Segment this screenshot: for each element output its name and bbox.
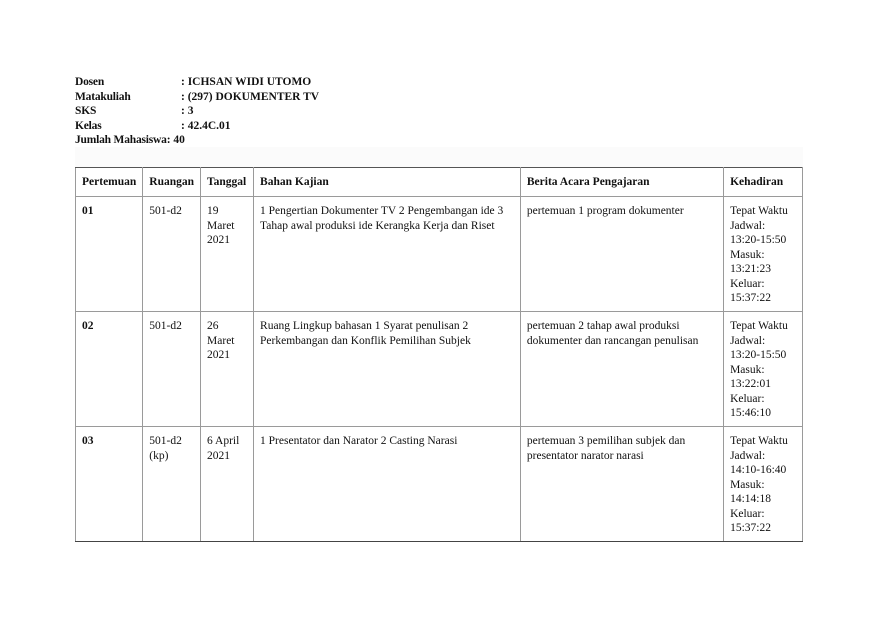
table-header-row <box>76 168 803 197</box>
table-row <box>76 427 803 542</box>
cell-tanggal: 6 April 2021 <box>201 427 254 542</box>
col-header-ruangan: Ruangan <box>143 168 201 197</box>
kehadiran-jadwal-label: Jadwal: <box>730 449 766 462</box>
kehadiran-masuk-value: 13:21:23 <box>730 263 771 275</box>
kehadiran-keluar-label: Keluar: <box>730 507 765 520</box>
kehadiran-keluar-value: 15:37:22 <box>730 522 771 534</box>
cell-pertemuan: 03 <box>76 427 143 542</box>
header-value: : (297) DOKUMENTER TV <box>181 90 320 103</box>
kehadiran-masuk-value: 13:22:01 <box>730 378 771 390</box>
kehadiran-keluar-value: 15:46:10 <box>730 407 771 419</box>
header-row-matakuliah <box>75 90 319 105</box>
kehadiran-jadwal-label: Jadwal: <box>730 219 766 232</box>
kehadiran-masuk-label: Masuk: <box>730 248 765 261</box>
kehadiran-masuk-label: Masuk: <box>730 363 765 376</box>
header-label: Matakuliah <box>75 90 131 103</box>
kehadiran-status: Tepat Waktu <box>730 205 788 217</box>
cell-berita-acara: pertemuan 3 pemilihan subjek dan presentator narator narasi <box>520 427 723 542</box>
header-label: Jumlah Mahasiswa <box>75 134 167 146</box>
cell-kehadiran <box>724 427 803 542</box>
header-value: : 40 <box>166 134 185 146</box>
cell-pertemuan: 02 <box>76 312 143 427</box>
header-label: SKS <box>75 105 97 117</box>
cell-kehadiran <box>724 312 803 427</box>
header-row-sks <box>75 104 319 119</box>
col-header-pertemuan: Pertemuan <box>76 168 143 197</box>
cell-tanggal: 19 Maret 2021 <box>201 197 254 312</box>
col-header-kehadiran: Kehadiran <box>724 168 803 197</box>
header-band <box>75 147 803 167</box>
kehadiran-keluar-label: Keluar: <box>730 392 765 405</box>
table-row <box>76 312 803 427</box>
header-row-kelas <box>75 119 319 134</box>
header-value: : ICHSAN WIDI UTOMO <box>181 76 312 88</box>
col-header-berita-acara: Berita Acara Pengajaran <box>520 168 723 197</box>
cell-bahan-kajian: 1 Pengertian Dokumenter TV 2 Pengembangan ide 3 Tahap awal produksi ide Kerangka Kerja dan Riset <box>254 197 521 312</box>
kehadiran-jadwal-label: Jadwal: <box>730 334 766 347</box>
kehadiran-masuk-label: Masuk: <box>730 478 765 491</box>
kehadiran-keluar-value: 15:37:22 <box>730 292 771 304</box>
col-header-bahan-kajian: Bahan Kajian <box>254 168 521 197</box>
kehadiran-masuk-value: 14:14:18 <box>730 493 771 505</box>
cell-bahan-kajian: Ruang Lingkup bahasan 1 Syarat penulisan 2 Perkembangan dan Konflik Pemilihan Subjek <box>254 312 521 427</box>
col-header-tanggal: Tanggal <box>201 168 254 197</box>
header-value: : 3 <box>181 105 194 117</box>
course-header <box>75 75 319 148</box>
header-label: Kelas <box>75 119 102 132</box>
header-row-dosen <box>75 75 319 90</box>
cell-ruangan: 501-d2 (kp) <box>143 427 201 542</box>
kehadiran-keluar-label: Keluar: <box>730 277 765 290</box>
header-row-jumlah <box>75 133 319 148</box>
kehadiran-status: Tepat Waktu <box>730 435 788 447</box>
cell-bahan-kajian: 1 Presentator dan Narator 2 Casting Narasi <box>254 427 521 542</box>
cell-ruangan: 501-d2 <box>143 312 201 427</box>
header-value: : 42.4C.01 <box>181 119 231 132</box>
cell-berita-acara: pertemuan 2 tahap awal produksi dokumenter dan rancangan penulisan <box>520 312 723 427</box>
cell-ruangan: 501-d2 <box>143 197 201 312</box>
cell-pertemuan: 01 <box>76 197 143 312</box>
cell-tanggal: 26 Maret 2021 <box>201 312 254 427</box>
table-row <box>76 197 803 312</box>
kehadiran-status: Tepat Waktu <box>730 320 788 332</box>
header-label: Dosen <box>75 76 105 88</box>
kehadiran-jadwal-value: 13:20-15:50 <box>730 349 787 361</box>
cell-kehadiran <box>724 197 803 312</box>
attendance-table <box>75 167 803 542</box>
kehadiran-jadwal-value: 13:20-15:50 <box>730 234 787 246</box>
cell-berita-acara: pertemuan 1 program dokumenter <box>520 197 723 312</box>
kehadiran-jadwal-value: 14:10-16:40 <box>730 464 787 476</box>
